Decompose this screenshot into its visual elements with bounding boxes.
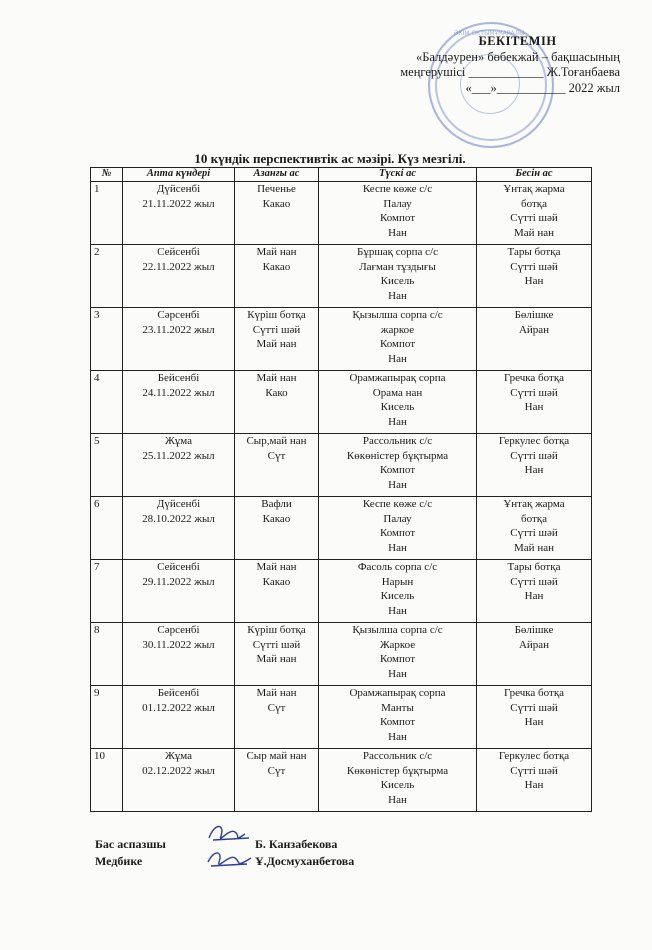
- header-breakfast: Азанғы ас: [235, 168, 319, 182]
- dish-item: Лағман тұздығы: [359, 260, 436, 273]
- dish-item: Нан: [524, 275, 544, 287]
- dish-item: Рассольник с/с: [362, 435, 433, 447]
- dish-item: Фасоль сорпа с/с: [357, 561, 438, 573]
- dish-item: Ұнтақ жарма: [503, 498, 565, 510]
- row-number: 3: [94, 309, 100, 321]
- signature-row: [95, 836, 415, 853]
- weekday-cell: [123, 182, 235, 245]
- table-row: [91, 182, 592, 245]
- dish-item: Компот: [379, 338, 416, 350]
- table-row: [91, 371, 592, 434]
- row-number-cell: [91, 245, 123, 308]
- snack-cell: [477, 749, 592, 812]
- dish-item: Палау: [383, 512, 412, 525]
- approval-title: БЕКІТЕМІН: [478, 34, 557, 48]
- dish-item: Май нан: [514, 226, 554, 239]
- weekday-date: 28.10.2022 жыл: [142, 512, 215, 525]
- snack-cell: [477, 308, 592, 371]
- dish-item: Нан: [524, 779, 544, 791]
- dish-item: Кисель: [380, 590, 415, 602]
- weekday-name: Сейсенбі: [157, 561, 200, 573]
- dish-item: Кисель: [380, 275, 415, 287]
- dish-item: Кеспе көже с/с: [362, 183, 433, 195]
- weekday-name: Бейсенбі: [157, 372, 200, 384]
- row-number-cell: [91, 308, 123, 371]
- row-number-cell: [91, 686, 123, 749]
- snack-cell: [477, 560, 592, 623]
- breakfast-cell: [235, 623, 319, 686]
- dish-item: Май нан: [256, 338, 297, 350]
- dish-item: Нан: [388, 352, 407, 365]
- row-number: 7: [94, 561, 100, 573]
- document-title: 10 күндік перспективтік ас мәзірі. Күз мезгілі.: [194, 151, 466, 166]
- weekday-name: Дүйсенбі: [156, 498, 201, 510]
- lunch-cell: [319, 245, 477, 308]
- dish-item: Сыр май нан: [246, 750, 307, 762]
- dish-item: Компот: [379, 716, 416, 728]
- row-number: 6: [94, 498, 100, 510]
- dish-item: Нан: [524, 464, 544, 476]
- dish-item: Геркулес ботқа: [498, 435, 570, 447]
- dish-item: Рассольник с/с: [362, 750, 433, 762]
- lunch-cell: [319, 308, 477, 371]
- dish-item: Қызылша сорпа с/с: [352, 309, 443, 321]
- lunch-cell: [319, 497, 477, 560]
- weekday-name: Жұма: [164, 750, 193, 762]
- weekday-date: 02.12.2022 жыл: [142, 764, 215, 777]
- breakfast-cell: [235, 245, 319, 308]
- table-row: [91, 623, 592, 686]
- dish-item: Палау: [383, 197, 412, 210]
- dish-item: Нарын: [381, 575, 414, 588]
- table-row: [91, 560, 592, 623]
- dish-item: Какао: [262, 575, 291, 588]
- weekday-cell: [123, 497, 235, 560]
- dish-item: Тары ботқа: [507, 561, 561, 573]
- dish-item: Қызылша сорпа с/с: [352, 624, 443, 636]
- snack-cell: [477, 497, 592, 560]
- row-number: 4: [94, 372, 100, 384]
- row-number: 2: [94, 246, 100, 258]
- signature-name: Ұ.Досмуханбетова: [255, 854, 355, 868]
- snack-cell: [477, 434, 592, 497]
- signature-row: [95, 853, 415, 870]
- row-number-cell: [91, 434, 123, 497]
- breakfast-cell: [235, 560, 319, 623]
- dish-item: Май нан: [256, 653, 297, 665]
- dish-item: Сүтті шәй: [510, 449, 558, 462]
- weekday-name: Сәрсенбі: [157, 309, 200, 321]
- row-number-cell: [91, 371, 123, 434]
- dish-item: Компот: [379, 212, 416, 224]
- breakfast-cell: [235, 371, 319, 434]
- dish-item: Компот: [379, 527, 416, 539]
- breakfast-cell: [235, 497, 319, 560]
- weekday-date: 21.11.2022 жыл: [142, 197, 215, 210]
- stamp-text: ӘКІМ ОҚТЫМҰНАРАЛЫ: [453, 30, 525, 37]
- weekday-date: 25.11.2022 жыл: [142, 449, 215, 462]
- dish-item: Сыр,май нан: [246, 435, 307, 447]
- weekday-cell: [123, 623, 235, 686]
- breakfast-cell: [235, 749, 319, 812]
- dish-item: Бөлішке: [514, 309, 554, 321]
- dish-item: Май нан: [256, 372, 297, 384]
- dish-item: ботқа: [521, 197, 547, 210]
- dish-item: Како: [265, 386, 288, 399]
- weekday-date: 24.11.2022 жыл: [142, 386, 215, 399]
- table-row: [91, 434, 592, 497]
- header-snack: Бесін ас: [477, 168, 592, 182]
- approval-line-2: меңгерушісі ____________ Ж.Тоғанбаева: [400, 65, 620, 79]
- header-number: №: [91, 168, 123, 182]
- dish-item: Кеспе көже с/с: [362, 498, 433, 510]
- row-number: 8: [94, 624, 100, 636]
- dish-item: Кисель: [380, 401, 415, 413]
- breakfast-cell: [235, 182, 319, 245]
- dish-item: Сүт: [267, 764, 286, 777]
- dish-item: Компот: [379, 464, 416, 476]
- approval-block: [355, 34, 620, 96]
- weekday-date: 29.11.2022 жыл: [142, 575, 215, 588]
- weekday-cell: [123, 686, 235, 749]
- dish-item: Орамжапырақ сорпа: [349, 687, 446, 699]
- dish-item: Сүтті шәй: [252, 323, 301, 336]
- table-row: [91, 749, 592, 812]
- dish-item: Компот: [379, 653, 416, 665]
- weekday-cell: [123, 308, 235, 371]
- dish-item: Какао: [262, 197, 291, 210]
- menu-table: [90, 167, 592, 812]
- weekday-cell: [123, 560, 235, 623]
- snack-cell: [477, 686, 592, 749]
- header-lunch: Түскі ас: [319, 168, 477, 182]
- snack-cell: [477, 182, 592, 245]
- breakfast-cell: [235, 434, 319, 497]
- dish-item: Сүтті шәй: [510, 386, 558, 399]
- dish-item: Сүт: [267, 701, 286, 714]
- dish-item: Нан: [388, 604, 407, 617]
- dish-item: Сүт: [267, 449, 286, 462]
- dish-item: Печенье: [257, 183, 296, 195]
- row-number-cell: [91, 623, 123, 686]
- dish-item: Май нан: [256, 561, 297, 573]
- dish-item: Нан: [524, 716, 544, 728]
- dish-item: Нан: [388, 793, 407, 806]
- signature-name: Б. Канзабекова: [255, 837, 338, 851]
- row-number-cell: [91, 560, 123, 623]
- dish-item: Май нан: [256, 687, 297, 699]
- lunch-cell: [319, 686, 477, 749]
- menu-body: [91, 182, 592, 812]
- dish-item: жаркое: [380, 323, 415, 336]
- dish-item: Орамжапырақ сорпа: [349, 372, 446, 384]
- dish-item: Көкөністер бұқтырма: [346, 449, 449, 462]
- dish-item: Сүтті шәй: [510, 260, 558, 273]
- lunch-cell: [319, 371, 477, 434]
- dish-item: Нан: [388, 226, 407, 239]
- dish-item: Сүтті шәй: [510, 701, 558, 714]
- dish-item: Бөлішке: [514, 624, 554, 636]
- dish-item: Май нан: [514, 541, 554, 554]
- dish-item: Сүтті шәй: [252, 638, 301, 651]
- weekday-name: Сейсенбі: [157, 246, 200, 258]
- weekday-cell: [123, 245, 235, 308]
- weekday-date: 30.11.2022 жыл: [142, 638, 215, 651]
- dish-item: Кисель: [380, 779, 415, 791]
- dish-item: Айран: [518, 323, 550, 336]
- weekday-cell: [123, 434, 235, 497]
- dish-item: Гречка ботқа: [503, 372, 565, 384]
- weekday-name: Сәрсенбі: [157, 624, 200, 636]
- row-number: 5: [94, 435, 100, 447]
- dish-item: Көкөністер бұқтырма: [346, 764, 449, 777]
- signature-role: Медбике: [95, 854, 143, 868]
- weekday-cell: [123, 749, 235, 812]
- table-row: [91, 245, 592, 308]
- dish-item: Күріш ботқа: [247, 624, 306, 636]
- weekday-name: Жұма: [164, 435, 193, 447]
- dish-item: Орама нан: [372, 386, 423, 399]
- dish-item: Нан: [524, 401, 544, 413]
- approval-line-3: «___»___________ 2022 жыл: [465, 80, 620, 95]
- dish-item: Тары ботқа: [507, 246, 561, 258]
- dish-item: Нан: [388, 541, 407, 554]
- table-header-row: [91, 168, 592, 182]
- signatures-block: [95, 836, 415, 870]
- dish-item: Сүтті шәй: [510, 212, 558, 224]
- weekday-date: 23.11.2022 жыл: [142, 323, 215, 336]
- row-number-cell: [91, 497, 123, 560]
- lunch-cell: [319, 623, 477, 686]
- dish-item: Сүтті шәй: [510, 527, 558, 539]
- dish-item: Нан: [388, 667, 407, 680]
- lunch-cell: [319, 434, 477, 497]
- handwritten-signature-icon: [205, 818, 255, 880]
- dish-item: Нан: [388, 289, 407, 302]
- approval-line-1: «Балдәурен» бөбекжай – бақшасының: [415, 49, 620, 64]
- header-weekday: Апта күндері: [123, 168, 235, 182]
- weekday-name: Дүйсенбі: [156, 183, 201, 195]
- row-number-cell: [91, 182, 123, 245]
- lunch-cell: [319, 182, 477, 245]
- dish-item: Айран: [518, 638, 550, 651]
- breakfast-cell: [235, 686, 319, 749]
- dish-item: Күріш ботқа: [247, 309, 306, 321]
- snack-cell: [477, 371, 592, 434]
- dish-item: Бұршақ сорпа с/с: [357, 246, 438, 258]
- table-row: [91, 308, 592, 371]
- dish-item: Нан: [524, 590, 544, 602]
- dish-item: Май нан: [256, 246, 297, 258]
- row-number: 10: [94, 750, 105, 762]
- dish-item: ботқа: [521, 512, 547, 525]
- dish-item: Гречка ботқа: [503, 687, 565, 699]
- breakfast-cell: [235, 308, 319, 371]
- table-row: [91, 497, 592, 560]
- dish-item: Вафли: [261, 498, 292, 510]
- dish-item: Геркулес ботқа: [498, 750, 570, 762]
- row-number: 1: [94, 183, 100, 195]
- dish-item: Сүтті шәй: [510, 575, 558, 588]
- signature-role: Бас аспазшы: [95, 837, 166, 851]
- dish-item: Манты: [381, 701, 414, 714]
- row-number: 9: [94, 687, 100, 699]
- dish-item: Нан: [388, 730, 407, 743]
- row-number-cell: [91, 749, 123, 812]
- table-row: [91, 686, 592, 749]
- snack-cell: [477, 623, 592, 686]
- weekday-date: 01.12.2022 жыл: [142, 701, 215, 714]
- dish-item: Нан: [388, 478, 407, 491]
- dish-item: Жаркое: [379, 638, 416, 651]
- lunch-cell: [319, 560, 477, 623]
- weekday-cell: [123, 371, 235, 434]
- lunch-cell: [319, 749, 477, 812]
- dish-item: Ұнтақ жарма: [503, 183, 565, 195]
- weekday-name: Бейсенбі: [157, 687, 200, 699]
- dish-item: Нан: [388, 415, 407, 428]
- dish-item: Сүтті шәй: [510, 764, 558, 777]
- dish-item: Какао: [262, 260, 291, 273]
- snack-cell: [477, 245, 592, 308]
- dish-item: Какао: [262, 512, 291, 525]
- weekday-date: 22.11.2022 жыл: [142, 260, 215, 273]
